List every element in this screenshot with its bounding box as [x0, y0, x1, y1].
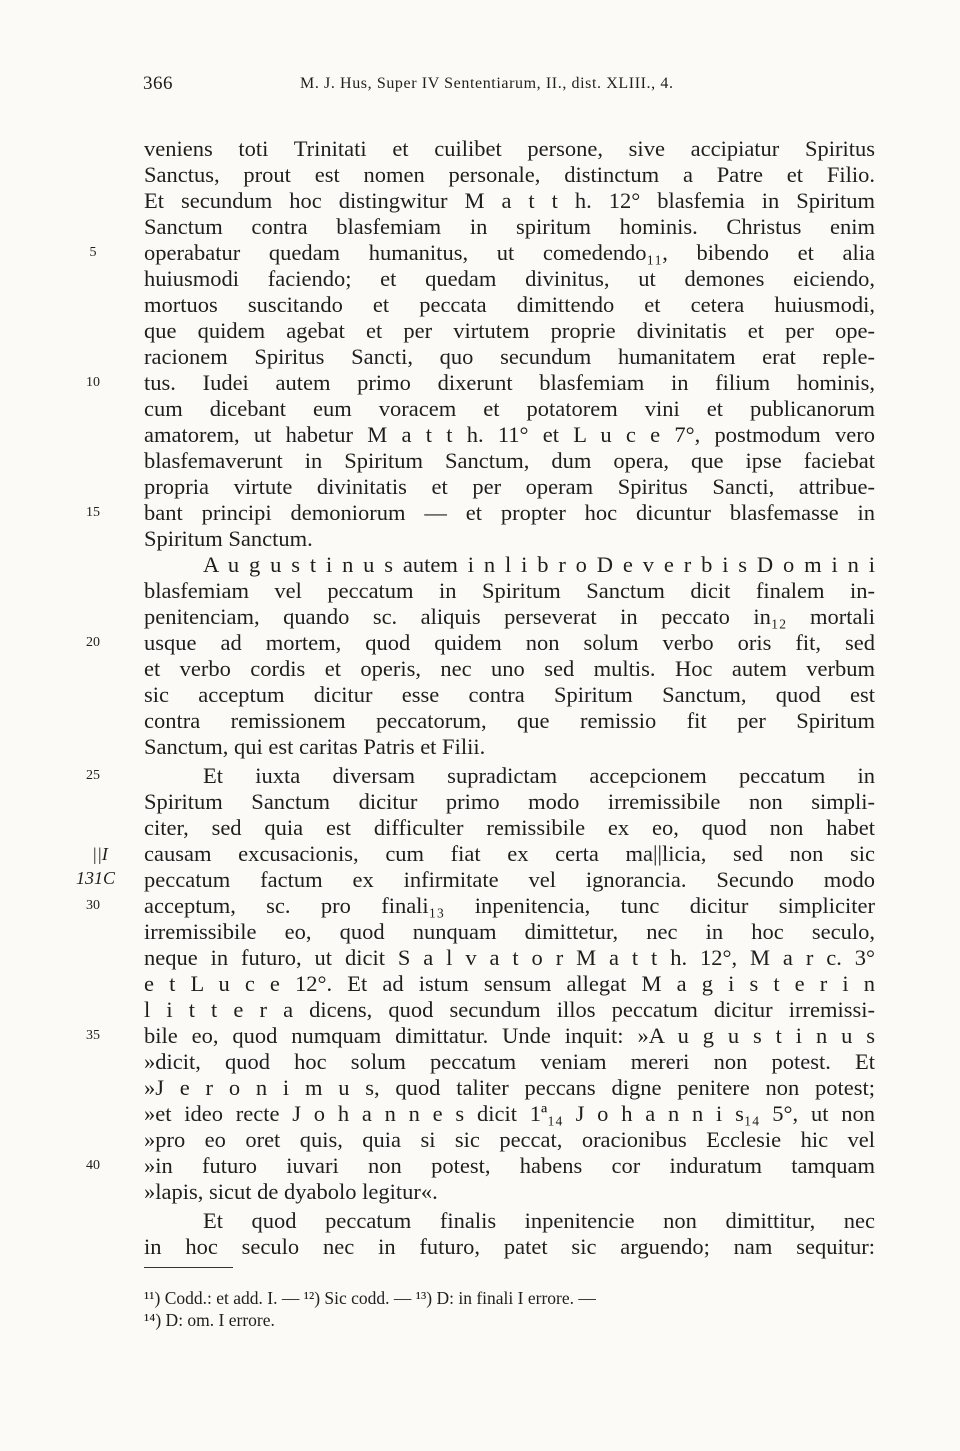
- line-number: 30: [86, 898, 100, 913]
- line-number: 15: [86, 505, 100, 520]
- margin-note: ||I: [92, 844, 108, 864]
- text-line: »pro eo oret quis, quia si sic peccat, oracionibus Ecclesie hic vel: [144, 1127, 875, 1152]
- text-line: causam excusacionis, cum fiat ex certa ma||licia, sed non sic: [144, 841, 875, 866]
- line-number: 5: [89, 245, 97, 260]
- line-number: 25: [86, 768, 100, 783]
- text-line: sic acceptum dicitur esse contra Spiritum Sanctum, quod est: [144, 682, 875, 707]
- running-head: M. J. Hus, Super IV Sententiarum, II., dist. XLIII., 4.: [300, 75, 674, 92]
- text-line: peccatum factum ex infirmitate vel ignorancia. Secundo modo: [144, 867, 875, 892]
- text-line: Et quod peccatum finalis inpenitencie non dimittitur, nec: [203, 1208, 875, 1233]
- footnote-rule: [144, 1267, 233, 1268]
- text-line: Sanctum, qui est caritas Patris et Filii.: [144, 734, 486, 759]
- text-line: amatorem, ut habetur M a t t h. 11° et L u c e 7°, postmodum vero: [144, 422, 875, 447]
- text-line: operabatur quedam humanitus, ut comedendo₁₁, bibendo et alia: [144, 240, 875, 265]
- text-line: bile eo, quod numquam dimittatur. Unde inquit: »A u g u s t i n u s: [144, 1023, 875, 1048]
- line-number: 10: [86, 375, 100, 390]
- footnote: ¹⁴) D: om. I errore.: [144, 1310, 275, 1330]
- text-line: blasfemaverunt in Spiritum Sanctum, dum opera, que ipse faciebat: [144, 448, 875, 473]
- text-line: Spiritum Sanctum dicitur primo modo irremissibile non simpli-: [144, 789, 875, 814]
- text-line: racionem Spiritus Sancti, quo secundum humanitatem erat reple-: [144, 344, 875, 369]
- text-line: citer, sed quia est difficulter remissibile ex eo, quod non habet: [144, 815, 875, 840]
- text-line: irremissibile eo, quod nunquam dimittetur, nec in hoc seculo,: [144, 919, 875, 944]
- text-line: veniens toti Trinitati et cuilibet persone, sive accipiatur Spiritus: [144, 136, 875, 161]
- margin-note: 131C: [76, 868, 116, 888]
- text-line: blasfemiam vel peccatum in Spiritum Sanctum dicit finalem in-: [144, 578, 875, 603]
- text-line: que quidem agebat et per virtutem proprie divinitatis et per ope-: [144, 318, 875, 343]
- text-line: »et ideo recte J o h a n n e s dicit 1ª₁₄ J o h a n n i s₁₄ 5°, ut non: [144, 1101, 875, 1126]
- text-line: penitenciam, quando sc. aliquis perseverat in peccato in₁₂ mortali: [144, 604, 875, 629]
- text-line: Et secundum hoc distingwitur M a t t h. 12° blasfemia in Spiritum: [144, 188, 875, 213]
- text-line: in hoc seculo nec in futuro, patet sic arguendo; nam sequitur:: [144, 1234, 875, 1259]
- text-line: usque ad mortem, quod quidem non solum verbo oris fit, sed: [144, 630, 875, 655]
- text-line: cum dicebant eum voracem et potatorem vini et publicanorum: [144, 396, 875, 421]
- line-number: 20: [86, 635, 100, 650]
- line-number: 35: [86, 1028, 100, 1043]
- text-line: »dicit, quod hoc solum peccatum veniam mereri non potest. Et: [144, 1049, 875, 1074]
- line-number: 40: [86, 1158, 100, 1173]
- text-line: bant principi demoniorum — et propter hoc dicuntur blasfemasse in: [144, 500, 875, 525]
- text-line: Et iuxta diversam supradictam accepcionem peccatum in: [203, 763, 875, 788]
- text-line: »lapis, sicut de dyabolo legitur«.: [144, 1179, 438, 1204]
- text-line: neque in futuro, ut dicit S a l v a t o r M a t t h. 12°, M a r c. 3°: [144, 945, 875, 970]
- page-number: 366: [143, 73, 173, 94]
- text-line: acceptum, sc. pro finali₁₃ inpenitencia, tunc dicitur simpliciter: [144, 893, 875, 918]
- text-line: A u g u s t i n u s autem i n l i b r o D e v e r b i s D o m i n i: [203, 552, 875, 577]
- text-line: Spiritum Sanctum.: [144, 526, 313, 551]
- text-line: l i t t e r a dicens, quod secundum illos peccatum dicitur irremissi-: [144, 997, 875, 1022]
- text-line: »J e r o n i m u s, quod taliter peccans digne penitere non potest;: [144, 1075, 875, 1100]
- text-line: »in futuro iuvari non potest, habens cor induratum tamquam: [144, 1153, 875, 1178]
- text-line: mortuos suscitando et peccata dimittendo et cetera huiusmodi,: [144, 292, 875, 317]
- text-line: Sanctum contra blasfemiam in spiritum hominis. Christus enim: [144, 214, 875, 239]
- text-line: contra remissionem peccatorum, que remissio fit per Spiritum: [144, 708, 875, 733]
- text-line: huiusmodi faciendo; et quedam divinitus, ut demones eiciendo,: [144, 266, 875, 291]
- text-line: Sanctus, prout est nomen personale, distinctum a Patre et Filio.: [144, 162, 875, 187]
- text-line: propria virtute divinitatis et per operam Spiritus Sancti, attribue-: [144, 474, 875, 499]
- text-line: e t L u c e 12°. Et ad istum sensum allegat M a g i s t e r i n: [144, 971, 875, 996]
- footnote: ¹¹) Codd.: et add. I. — ¹²) Sic codd. — ¹³) D: in finali I errore. —: [144, 1288, 596, 1308]
- text-line: et verbo cordis et operis, nec uno sed multis. Hoc autem verbum: [144, 656, 875, 681]
- text-line: tus. Iudei autem primo dixerunt blasfemiam in filium hominis,: [144, 370, 875, 395]
